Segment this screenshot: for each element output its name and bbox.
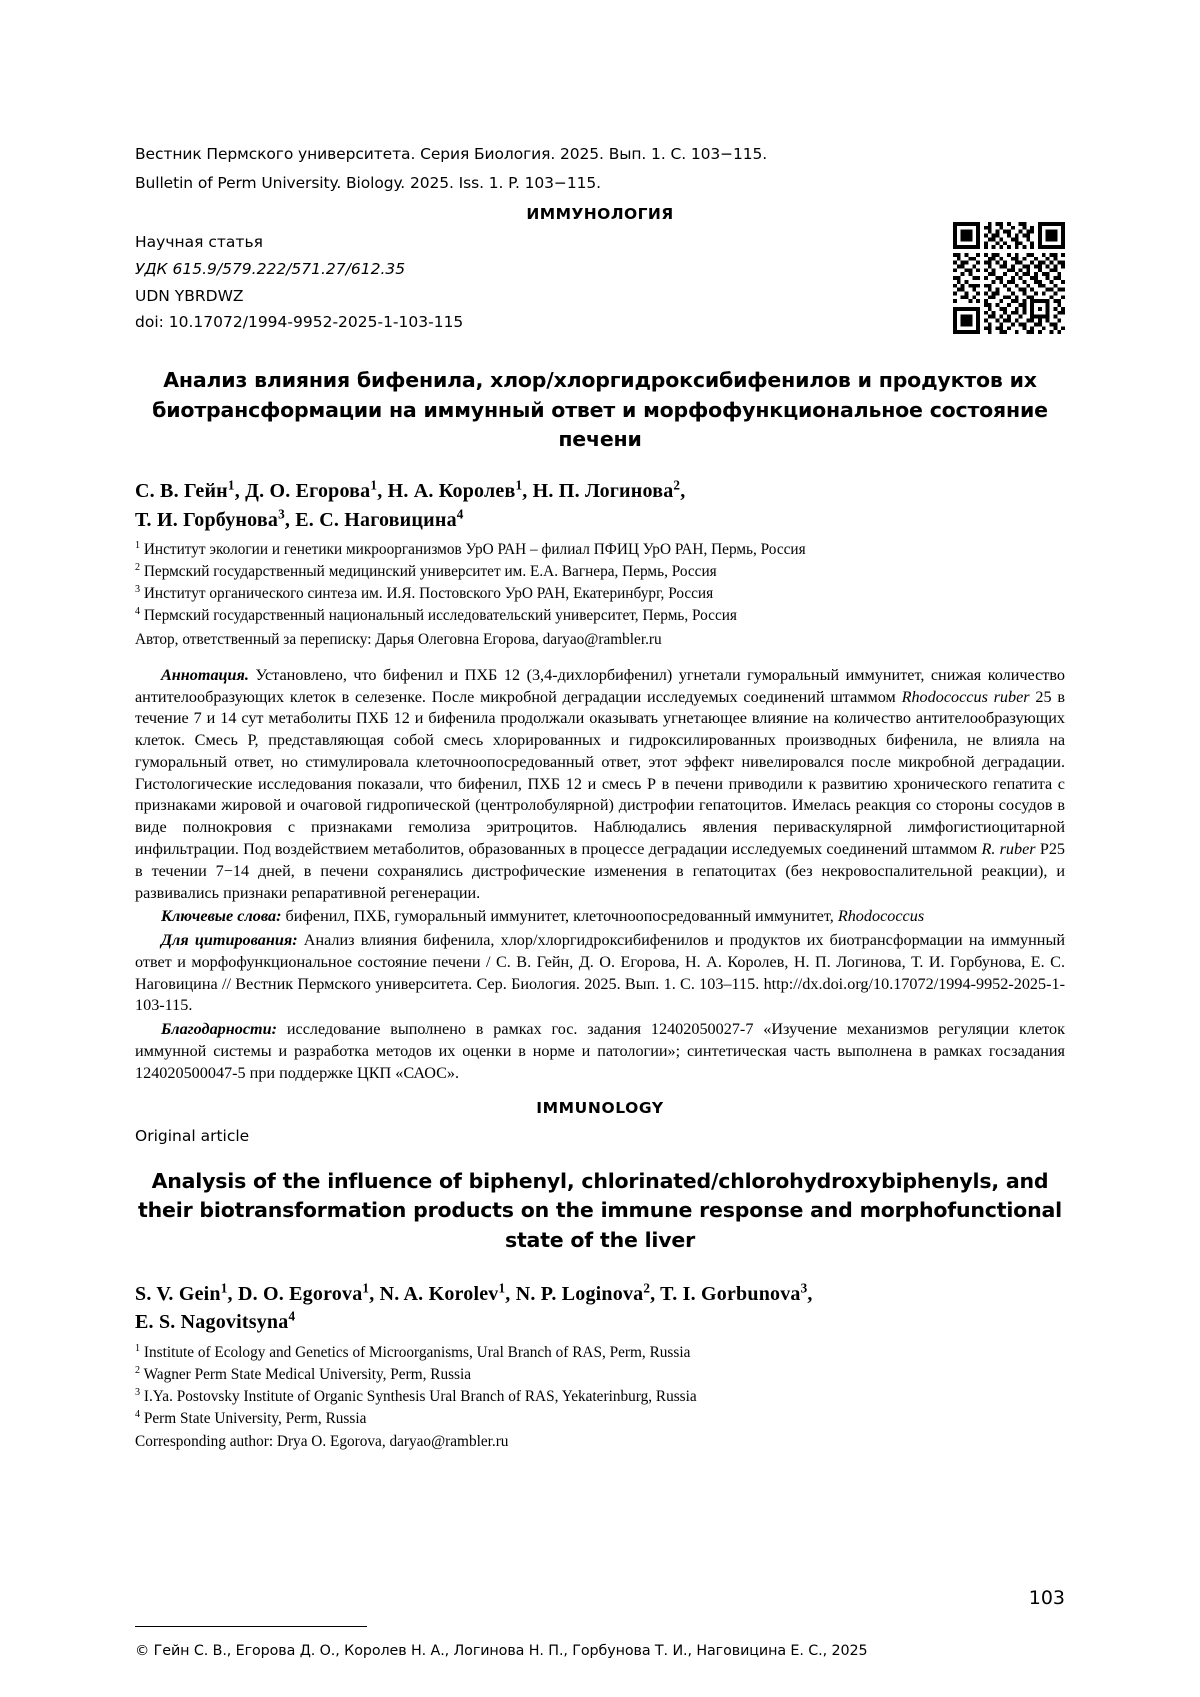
abstract-label: Аннотация. xyxy=(161,665,249,684)
doi-line[interactable]: doi: 10.17072/1994-9952-2025-1-103-115 xyxy=(135,313,464,332)
keywords-text: бифенил, ПХБ, гуморальный иммунитет, клеточноопосредованный иммунитет, Rhodococcus xyxy=(281,907,925,926)
udk-code: УДК 615.9/579.222/571.27/612.35 xyxy=(135,260,406,278)
article-type-ru: Научная статья xyxy=(135,233,263,252)
page-title-en: Analysis of the influence of biphenyl, chlorinated/chlorohydroxybiphenyls, and their biotransformation products on the immune response and morphofunctional state of the liver xyxy=(138,1168,1062,1253)
authors-ru-line-2: Т. И. Горбунова$^3$, Е. С. Наговицина$^4$ xyxy=(135,505,464,531)
keywords-label: Ключевые слова: xyxy=(161,907,282,926)
citation-ru xyxy=(135,930,1065,1017)
affiliations-en xyxy=(135,1342,1065,1431)
journal-line-en xyxy=(135,169,1065,198)
article-type-en: Original article xyxy=(135,1126,250,1145)
section-heading-ru: ИММУНОЛОГИЯ xyxy=(526,205,674,224)
affiliation-en-3: $^3$ I.Ya. Postovsky Institute of Organic Synthesis Ural Branch of RAS, Yekaterinburg, Russia xyxy=(135,1386,697,1405)
abstract-ru xyxy=(135,665,1065,905)
section-heading-en: IMMUNOLOGY xyxy=(536,1098,664,1117)
affiliation-en-2: $^2$ Wagner Perm State Medical University, Perm, Russia xyxy=(135,1364,472,1383)
journal-line-ru xyxy=(135,140,1065,169)
authors-en-line-1: S. V. Gein$^1$, D. O. Egorova$^1$, N. A. Korolev$^1$, N. P. Loginova$^2$, T. I. Gorbunova$^3$, xyxy=(135,1280,813,1305)
article-meta xyxy=(135,229,1065,336)
citation-label: Для цитирования: xyxy=(161,931,298,950)
acknowledgements-text: исследование выполнено в рамках гос. задания 12402050027-7 «Изучение механизмов регуляции клеток иммунной системы и разработка методов их оценки в норме и патологии»; синтетическая часть выполнена в рамках госзадания 124020500047-5 при поддержке ЦКП «САОС». xyxy=(135,1020,1065,1082)
affiliation-en-1: $^1$ Institute of Ecology and Genetics of Microorganisms, Ural Branch of RAS, Perm, Russia xyxy=(135,1342,691,1361)
page-number: 103 xyxy=(1028,1587,1065,1609)
qr-code-icon xyxy=(953,222,1065,334)
acknowledgements-label: Благодарности: xyxy=(161,1020,278,1039)
abstract-text: Установлено, что бифенил и ПХБ 12 (3,4-дихлорбифенил) угнетали гуморальный иммунитет, снижая количество антителообразующих клеток в селезенке. После микробной деградации исследуемых соединений штаммом Rhodococcus ruber 25 в течение 7 и 14 сут метаболиты ПХБ 12 и бифенила продолжали оказывать угнетающее влияние на количество антителообразующих клеток. Смесь Р, представляющая собой смесь хлорированных и гидроксилированных производных бифенила, не влияла на гуморальный ответ, но стимулировала клеточноопосредованный ответ, этот эффект нивелировался после микробной деградации. Гистологические исследования показали, что бифенил, ПХБ 12 и смесь Р в печени приводили к развитию хронического гепатита с признаками жировой и очаговой гидропической (центролобулярной) дистрофии гепатоцитов. Имелась реакция со стороны сосудов в виде полнокровия с признаками гемолиза эритроцитов. Наблюдались явления периваскулярной лимфогистиоцитарной инфильтрации. Под воздействием метаболитов, образованных в процессе деградации исследуемых соединений штаммом R. ruber Р25 в течении 7−14 дней, в печени сохранялись дистрофические изменения в гепатоцитах (без некровоспалительной реакции), и развивались признаки репаративной регенерации. xyxy=(135,665,1066,902)
footer-divider xyxy=(135,1626,367,1627)
authors-en xyxy=(135,1280,1065,1337)
affiliation-ru-4: $^4$ Пермский государственный национальный исследовательский университет, Пермь, Россия xyxy=(135,606,737,625)
keywords-ru xyxy=(135,906,1065,928)
affiliation-ru-3: $^3$ Институт органического синтеза им. И.Я. Постовского УрО РАН, Екатеринбург, Россия xyxy=(135,584,714,603)
affiliation-ru-2: $^2$ Пермский государственный медицинский университет им. Е.А. Вагнера, Пермь, Россия xyxy=(135,561,717,581)
authors-en-line-2: E. S. Nagovitsyna$^4$ xyxy=(135,1308,296,1334)
acknowledgements-ru xyxy=(135,1019,1065,1084)
journal-ru-text: Вестник Пермского университета. Серия Биология. 2025. Вып. 1. С. 103−115. xyxy=(135,145,768,163)
journal-en-text: Bulletin of Perm University. Biology. 2025. Iss. 1. P. 103−115. xyxy=(135,173,601,192)
affiliations-ru xyxy=(135,539,1065,628)
corresponding-author-ru[interactable]: Автор, ответственный за переписку: Дарья Олеговна Егорова, daryao@rambler.ru xyxy=(135,630,662,648)
corresponding-author-en[interactable]: Corresponding author: Drya O. Egorova, daryao@rambler.ru xyxy=(135,1433,509,1451)
udn-code: UDN YBRDWZ xyxy=(135,286,244,305)
affiliation-en-4: $^4$ Perm State University, Perm, Russia xyxy=(135,1408,367,1428)
citation-text: Анализ влияния бифенила, хлор/хлоргидроксибифенилов и продуктов их биотрансформации на иммунный ответ и морфофункциональное состояние печени / С. В. Гейн, Д. О. Егорова, Н. А. Королев, Н. П. Логинова, Т. И. Горбунова, Е. С. Наговицина // Вестник Пермского университета. Сер. Биология. 2025. Вып. 1. С. 103–115. http://dx.doi.org/10.17072/1994-9952-2025-1-103-115. xyxy=(135,931,1065,1015)
authors-ru-line-1: С. В. Гейн$^1$, Д. О. Егорова$^1$, Н. А. Королев$^1$, Н. П. Логинова$^2$, xyxy=(135,477,686,503)
page-title-ru: Анализ влияния бифенила, хлор/хлоргидроксибифенилов и продуктов их биотрансформации на иммунный ответ и морфофункциональное состояние печени xyxy=(152,367,1048,452)
authors-ru xyxy=(135,477,1065,534)
affiliation-ru-1: $^1$ Институт экологии и генетики микроорганизмов УрО РАН – филиал ПФИЦ УрО РАН, Пермь, Россия xyxy=(135,539,806,558)
copyright-line: © Гейн С. В., Егорова Д. О., Королев Н. А., Логинова Н. П., Горбунова Т. И., Наговицина Е. С., 2025 xyxy=(135,1643,868,1659)
